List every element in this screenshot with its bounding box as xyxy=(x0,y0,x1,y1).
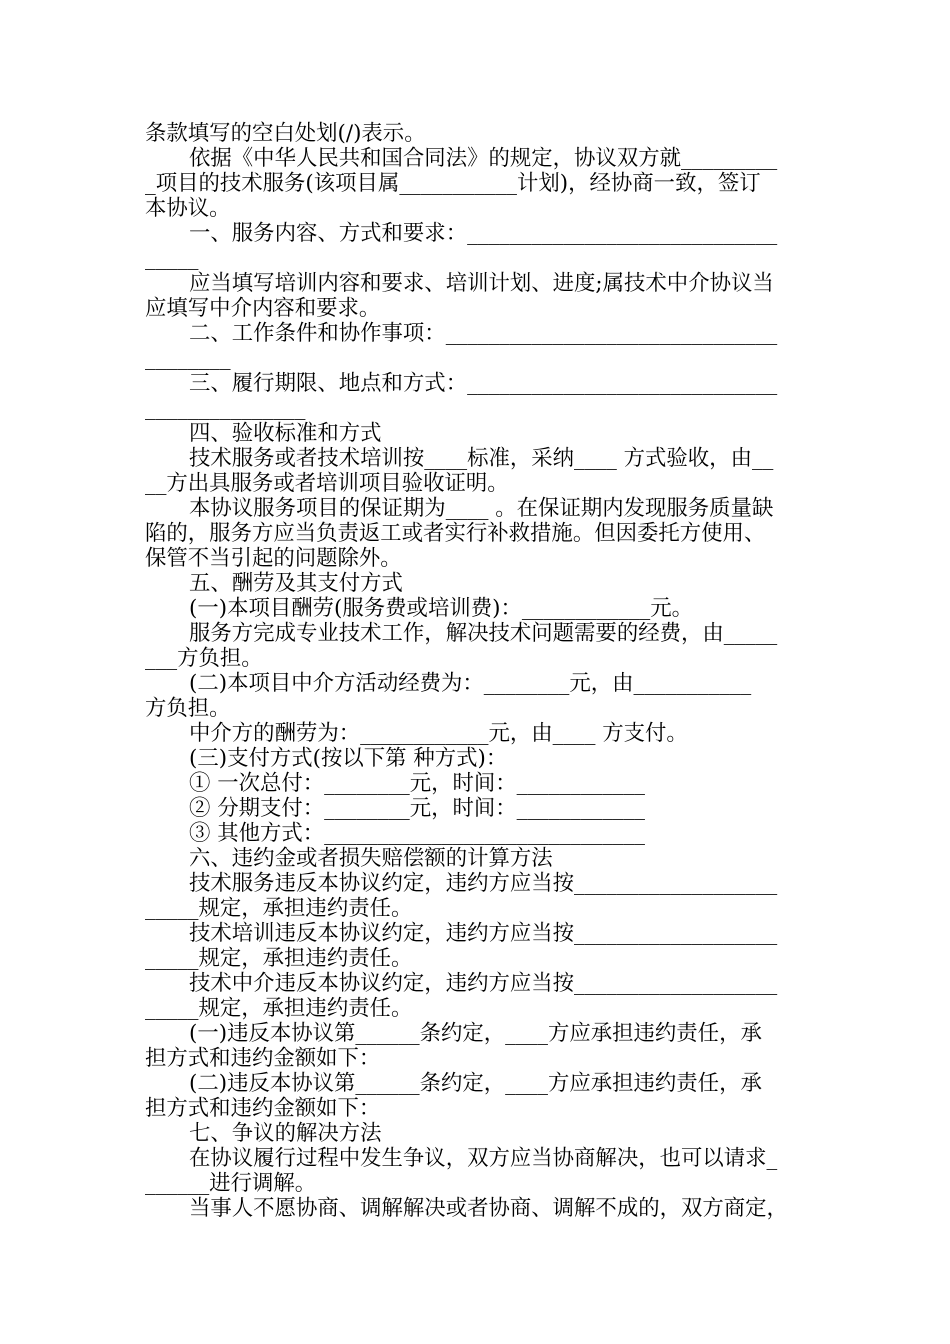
text-line: (三)支付方式(按以下第 种方式)： xyxy=(189,746,508,771)
text-line: 五、酬劳及其支付方式 xyxy=(189,571,403,596)
text-line: __方出具服务或者培训项目验收证明。 xyxy=(145,471,509,496)
text-line: (一)违反本协议第______条约定，____方应承担违约责任，承 xyxy=(189,1021,762,1046)
text-line: 保管不当引起的问题除外。 xyxy=(145,546,402,571)
text-line: _____规定，承担违约责任。 xyxy=(145,946,413,971)
text-line: 担方式和违约金额如下： xyxy=(145,1046,381,1071)
text-line: 陷的，服务方应当负责返工或者实行补救措施。但因委托方使用、 xyxy=(145,521,766,546)
text-line: 应当填写培训内容和要求、培训计划、进度;属技术中介协议当 xyxy=(189,271,774,296)
text-line: _______________ xyxy=(145,396,306,421)
text-line: 本协议。 xyxy=(145,196,231,221)
text-line: ① 一次总付：________元，时间：____________ xyxy=(189,771,646,796)
text-line: 三、履行期限、地点和方式：_____________________________ xyxy=(189,371,778,396)
text-line: 在协议履行过程中发生争议，双方应当协商解决，也可以请求_ xyxy=(189,1146,778,1171)
text-line: _____规定，承担违约责任。 xyxy=(145,996,413,1021)
text-line: 应填写中介内容和要求。 xyxy=(145,296,381,321)
text-line: 技术培训违反本协议约定，违约方应当按___________________ xyxy=(189,921,778,946)
text-line: (一)本项目酬劳(服务费或培训费)：____________元。 xyxy=(189,596,693,621)
text-line: 技术服务或者技术培训按____标准，采纳____ 方式验收，由__ xyxy=(189,446,774,471)
text-line: ② 分期支付：________元，时间：____________ xyxy=(189,796,646,821)
text-line: 二、工作条件和协作事项：_______________________________ xyxy=(189,321,778,346)
text-line: 中介方的酬劳为：____________元，由____ 方支付。 xyxy=(189,721,688,746)
text-line: 方负担。 xyxy=(145,696,231,721)
text-line: 七、争议的解决方法 xyxy=(189,1121,382,1146)
text-line: 六、违约金或者损失赔偿额的计算方法 xyxy=(189,846,553,871)
text-line: (二)违反本协议第______条约定，____方应承担违约责任，承 xyxy=(189,1071,762,1096)
text-line: ___方负担。 xyxy=(145,646,263,671)
text-line: 担方式和违约金额如下： xyxy=(145,1096,381,1121)
text-line: _项目的技术服务(该项目属___________计划)，经协商一致，签订 xyxy=(145,171,761,196)
document-body xyxy=(145,121,810,1221)
text-line: _____规定，承担违约责任。 xyxy=(145,896,413,921)
text-line: ______进行调解。 xyxy=(145,1171,317,1196)
text-line: (二)本项目中介方活动经费为：________元，由___________ xyxy=(189,671,752,696)
text-line: 技术服务违反本协议约定，违约方应当按___________________ xyxy=(189,871,778,896)
text-line: 技术中介违反本协议约定，违约方应当按___________________ xyxy=(189,971,778,996)
text-line: 依据《中华人民共和国合同法》的规定，协议双方就_________ xyxy=(189,146,778,171)
text-line: ③ 其他方式：______________________________ xyxy=(189,821,646,846)
text-line: 四、验收标准和方式 xyxy=(189,421,382,446)
text-line: ________ xyxy=(145,346,231,371)
text-line: _____ xyxy=(145,246,199,271)
text-line: 一、服务内容、方式和要求：_____________________________ xyxy=(189,221,778,246)
text-line: 服务方完成专业技术工作，解决技术问题需要的经费，由_____ xyxy=(189,621,778,646)
text-line: 条款填写的空白处划(/)表示。 xyxy=(145,121,426,146)
text-line: 当事人不愿协商、调解解决或者协商、调解不成的，双方商定， xyxy=(189,1196,788,1221)
text-line: 本协议服务项目的保证期为____ 。在保证期内发现服务质量缺 xyxy=(189,496,774,521)
